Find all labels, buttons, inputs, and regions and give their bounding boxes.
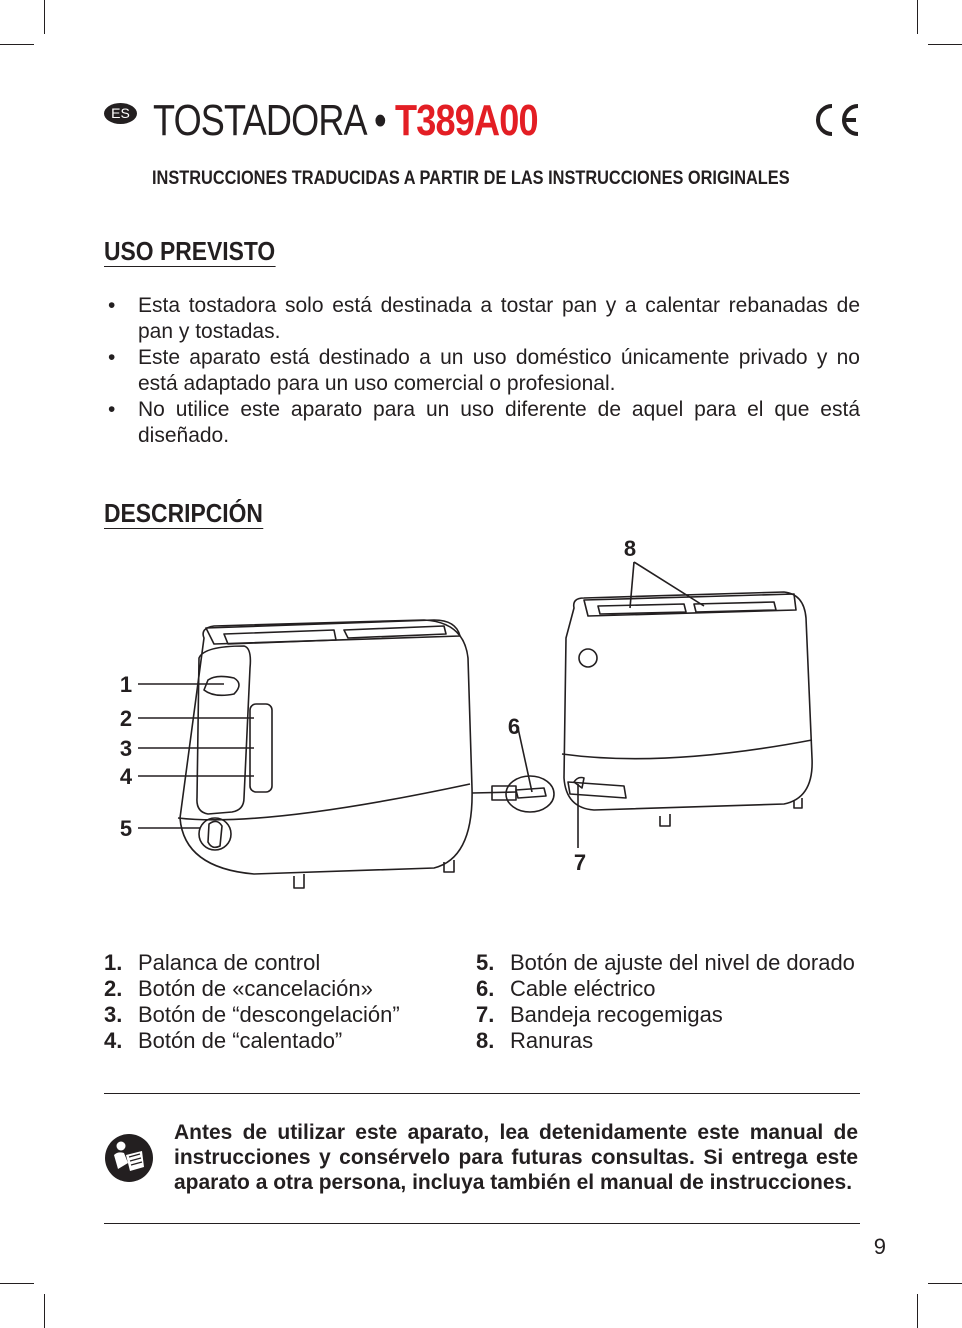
toaster-diagram xyxy=(104,528,860,908)
list-item: 6. Cable eléctrico xyxy=(476,976,656,1001)
callout-2: 2 xyxy=(119,706,133,731)
callout-5: 5 xyxy=(119,816,133,841)
callout-8: 8 xyxy=(623,536,637,561)
list-item: • Este aparato está destinado a un uso doméstico únicamente privado y no está adaptado para un uso comercial o profesional. xyxy=(108,346,860,395)
page-title xyxy=(153,96,538,146)
divider xyxy=(104,1093,860,1094)
callout-1: 1 xyxy=(119,672,133,697)
parts-legend-right xyxy=(476,950,856,1054)
callout-7: 7 xyxy=(573,850,587,875)
list-item: • No utilice este aparato para un uso diferente de aquel para el que está diseñado. xyxy=(108,398,860,447)
read-manual-notice: Antes de utilizar este aparato, lea detenidamente este manual de instrucciones y consérvelo para futuras consultas. Si entrega este aparato a otra persona, incluya también el manual de instrucciones. xyxy=(174,1121,858,1194)
crop-mark xyxy=(928,1283,962,1284)
list-item: 7. Bandeja recogemigas xyxy=(476,1002,723,1027)
ce-mark-icon xyxy=(810,102,860,138)
crop-mark xyxy=(917,0,918,34)
model-number: T389A00 xyxy=(395,96,538,145)
crop-mark xyxy=(928,44,962,45)
callout-4: 4 xyxy=(119,764,133,789)
page-header xyxy=(104,96,860,146)
list-item: 4. Botón de “calentado” xyxy=(104,1028,343,1053)
language-badge: ES xyxy=(104,103,137,124)
callout-3: 3 xyxy=(119,736,133,761)
crop-mark xyxy=(0,44,34,45)
section-heading-descripcion: DESCRIPCIÓN xyxy=(104,498,263,528)
list-item: 2. Botón de «cancelación» xyxy=(104,976,373,1001)
read-manual-icon xyxy=(104,1133,154,1183)
crop-mark xyxy=(44,0,45,34)
list-item: 5. Botón de ajuste del nivel de dorado xyxy=(476,950,855,975)
subtitle: INSTRUCCIONES TRADUCIDAS A PARTIR DE LAS INSTRUCCIONES ORIGINALES xyxy=(152,168,790,189)
list-item: 3. Botón de “descongelación” xyxy=(104,1002,400,1027)
divider xyxy=(104,1223,860,1224)
section-heading-uso-previsto: USO PREVISTO xyxy=(104,236,276,266)
page-number: 9 xyxy=(873,1234,886,1259)
intended-use-list xyxy=(104,293,860,449)
callout-6: 6 xyxy=(507,714,521,739)
title-prefix: TOSTADORA • xyxy=(153,96,396,145)
parts-legend-left xyxy=(104,950,484,1054)
list-item: 1. Palanca de control xyxy=(104,950,321,975)
crop-mark xyxy=(0,1283,34,1284)
list-item: 8. Ranuras xyxy=(476,1028,594,1053)
crop-mark xyxy=(917,1294,918,1328)
list-item: • Esta tostadora solo está destinada a tostar pan y a calentar rebanadas de pan y tostadas. xyxy=(108,294,860,343)
crop-mark xyxy=(44,1294,45,1328)
toaster-illustration xyxy=(104,528,860,908)
